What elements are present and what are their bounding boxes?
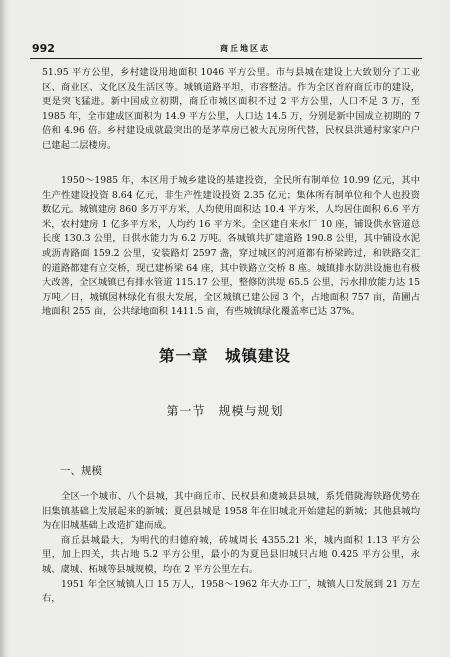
paragraph: 商丘县城最大，为明代的归德府城，砖城周长 4355.21 米，城内面积 1.13 平方公里，加上四关，共占地 5.2 平方公里，最小的为夏邑县旧城只占地 0.425 平方公里，永城、虞城、柘城等县城规模，均在 2 平方公里左右。 (42, 534, 420, 575)
paragraph: 1951 年全区城镇人口 15 万人，1958～1962 年大办工厂，城镇人口发展到 21 万左右， (42, 578, 420, 605)
body-text-investment (42, 174, 420, 320)
header-rule (30, 58, 422, 59)
body-text-scale (42, 490, 420, 607)
body-text-continued (42, 66, 420, 154)
page-header (30, 40, 422, 60)
scan-shadow-edge (0, 0, 6, 657)
paragraph: 1950～1985 年，本区用于城乡建设的基建投资，全民所有制单位 10.99 亿元，其中生产性建设投资 8.64 亿元，非生产性建设投资 2.35 亿元；集体所有制单位和个人也投资数亿元。城镇建房 860 多万平方米，人均使用面积达 10.4 平方米，人均居住面积 6.6 平方米，农村建房 1 亿多平方米，人均约 16 平方米。全区建自来水厂 10 座，铺设供水管道总长度 130.3 公里，日供水能力为 6.2 万吨。各城镇共扩建道路 190.8 公里，其中铺设水泥或沥青路面 159.2 公里，安装路灯 2597 盏，穿过城区的河道都有桥梁跨过，和铁路交汇的道路都建有立交桥，现已建桥梁 64 座，其中铁路立交桥 8 座。城镇排水防洪设施也有极大改善，全区城镇已有排水管道 115.17 公里，整修防洪堤 65.5 公里，污水排放能力达 15 万吨／日，城镇园林绿化有很大发展，全区城镇已建公园 3 个，占地面积 757 亩，苗圃占地面积 255 亩，公共绿地面积 1411.5 亩，有些城镇绿化覆盖率已达 37%。 (42, 175, 420, 318)
paragraph: 全区一个城市、八个县城，其中商丘市、民权县和虞城县县城，系凭借陇海铁路优势在旧集镇基础上发展起来的新城；夏邑县城是 1958 年在旧城北开始建起的新城；其他县城均为在旧城基础上改造扩建而成。 (42, 491, 420, 532)
subheading: 一、规模 (60, 465, 102, 477)
page-number: 992 (32, 42, 55, 55)
paragraph: 51.95 平方公里，乡村建设用地面积 1046 平方公里。市与县城在建设上大致划分了工业区、商业区、文化区及生活区等。城镇道路平坦，市容整洁。作为全区首府商丘市的建设，更是突飞猛进。新中国成立初期，商丘市城区面积不过 2 平方公里，人口不足 3 万，至 1985 年，全市建成区面积为 14.9 平方公里，人口达 14.5 万，分别是新中国成立初期的 7 倍和 4.96 倍。乡村建设成就最突出的是茅草房已被大瓦房所代替，民权县洪通村家家户户已建起二层楼房。 (42, 67, 420, 151)
running-title: 商丘地区志 (220, 43, 270, 53)
section-title: 第一节 规模与规划 (166, 404, 284, 418)
chapter-title: 第一章 城镇建设 (158, 347, 291, 365)
